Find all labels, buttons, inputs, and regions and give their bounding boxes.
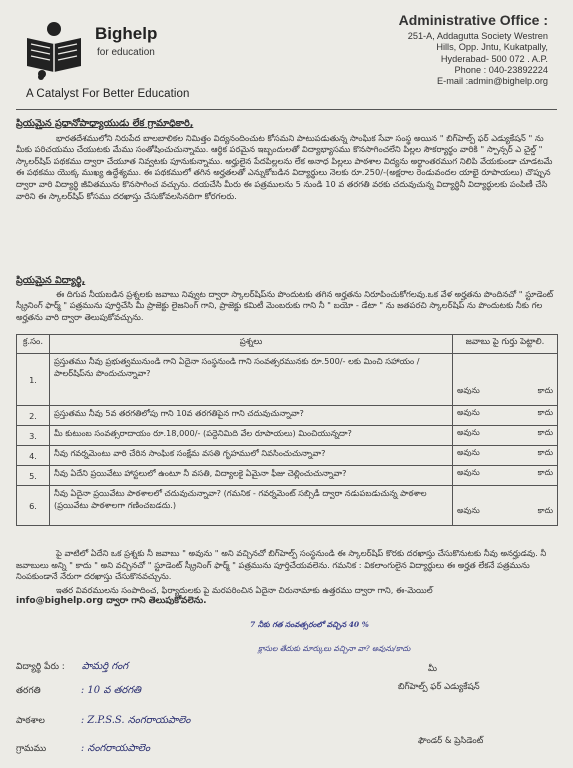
answer-yes[interactable]: అవును	[457, 386, 480, 395]
village-label: గ్రామము	[16, 744, 47, 754]
row-question: మీ కుటుంబ సంవత్సరాదాయం రూ.18,000/- (పద్దెనిమిది వేల రూపాయలు) మించియున్నదా?	[50, 426, 453, 446]
table-row	[17, 446, 558, 466]
column-header-number: క్ర.సం.	[17, 335, 50, 354]
answer-yes[interactable]: అవును	[457, 506, 480, 515]
signature-organisation: బిగ్‌హెల్ప్ ఫర్ ఎడ్యుకేషన్	[398, 682, 480, 692]
row-number: 1.	[17, 354, 50, 406]
row-question: నీవు ఏదైనా ప్రయివేటు పాఠశాలలో చదువుచున్నావా? (గమనిక - గవర్నమెంట్ సబ్సిడీ ద్వారా నడుపబడుచున్న పాఠశాల (ప్రయివేటు పాఠశాలగా గణించబడదు.)	[50, 486, 453, 526]
contact-email-line: info@bighelp.org ద్వారా గాని తెలుపుకోవలెను.	[16, 596, 207, 607]
answer-no[interactable]: కాదు	[537, 386, 553, 395]
bighelp-logo-icon	[23, 20, 85, 80]
office-address-line: Hills, Opp. Jntu, Kukatpally,	[436, 42, 548, 53]
brand-name: Bighelp	[95, 24, 158, 43]
school-label: పాఠశాల	[16, 716, 45, 726]
answer-cell[interactable]	[453, 446, 558, 466]
answer-cell[interactable]	[453, 406, 558, 426]
salutation-student: ప్రియమైన విద్యార్థి,	[16, 275, 86, 286]
answer-yes[interactable]: అవును	[457, 448, 480, 457]
answer-no[interactable]: కాదు	[537, 468, 553, 477]
row-number: 2.	[17, 406, 50, 426]
student-name-value: పామర్తి గంగ	[81, 661, 129, 672]
answer-no[interactable]: కాదు	[537, 448, 553, 457]
eligibility-questions-table	[16, 334, 558, 526]
table-header-row	[17, 335, 558, 354]
answer-cell[interactable]	[453, 426, 558, 446]
closing-section	[16, 548, 555, 608]
answer-cell[interactable]	[453, 354, 558, 406]
table-row	[17, 354, 558, 406]
signature-title: ఫౌండర్ & ప్రెసిడెంట్	[418, 736, 484, 746]
office-address-line: 251-A, Addagutta Society Westren	[407, 31, 548, 41]
school-value: : Z.P.S.S. నంగరాయపాలెం	[80, 715, 191, 726]
table-row	[17, 426, 558, 446]
salutation-headmaster: ప్రియమైన ప్రధానోపాధ్యాయుడు లేక గ్రామాధికారి,	[16, 118, 194, 129]
student-section	[16, 275, 555, 323]
signature-salutation: మీ	[428, 664, 437, 674]
row-question: నీవు ఏదేని ప్రయివేటు హాస్టలులో ఉంటూ నీ వసతి, విద్యాలకై ఏమైనా ఫీజు చెల్లించుచున్నావా?	[50, 466, 453, 486]
student-name-field	[16, 660, 128, 674]
intro-paragraph: భారతదేశములోని నిరుపేద బాలబాలికల నిమిత్తం విద్యనందించుట కోసమని పాటుపడుతున్న సాంఘిక సేవా సంస్థ అయిన " బిగ్‌హెల్ప్ ఫర్ ఎడ్యుకేషన్ " ను మీకు పరిచయము చేయుటకు మేము సంతోషించుచున్నాము. ఆర్థిక పరమైన ఇబ్బందులతో విద్యాభ్యాసము కొనసాగించలేని పిల్లల సౌకర్యార్థం వారికి " స్పాన్సర్ ఎ చైల్డ్ " స్కాలర్‌షిప్ పథకము ద్వారా చేయూత నివ్వటకు పూనుకున్నాము. అర్హులైన పేదపిల్లలను లేక అనాధ పిల్లలు పాఠశాల విద్యను అర్థాంతరముగ నిలిపి వేయకుండా చూడటమే ఈ పథకము యొక్క ముఖ్య ఉద్దేశ్యము. ఈ పథకములో తగిన అర్హతలతో ఎన్నుకోబడిన విద్యార్థులు నెలకు రూ.250/-(అక్షరాల రెండువందల యాభై రూపాయలు) చొప్పున ద్వారా వారి విద్యార్థి జీవితమును కొనసాగించ వచ్చును. దయచేసి మీరు ఈ పత్రములను 5 నుండి 10 వ తరగతి వరకు చదువుచున్న విద్యార్థినీ విద్యార్థులకు పంపిణీ చేసి వారిని ఈ స్కాలర్‌షిప్ కోసము దరఖాస్తు చేసుకోవలసినదిగా కోరగలరు.	[16, 132, 553, 201]
header-divider	[16, 109, 557, 110]
row-question: నీవు గవర్నమెంటు వారి చేరిన సాంఘిక సంక్షేమ వసతి గృహములో నివసించుచున్నావా?	[50, 446, 453, 466]
row-question: ప్రస్తుతము నీవు 5వ తరగతిలోపు గాని 10వ తరగతిపైన గాని చదువుచున్నావా?	[50, 406, 453, 426]
column-header-question: ప్రశ్నలు	[50, 335, 453, 354]
student-name-label: విద్యార్థి పేరు :	[16, 662, 65, 672]
answer-yes[interactable]: అవును	[457, 468, 480, 477]
answer-yes[interactable]: అవును	[457, 428, 480, 437]
brand-tagline: A Catalyst For Better Education	[26, 88, 190, 100]
class-label: తరగతి	[16, 686, 41, 696]
village-field	[16, 742, 150, 756]
handwritten-note: క్లాసుల తేదుకు మార్కులు వచ్చినా వా? అవును/కాదు	[258, 644, 411, 653]
office-phone: Phone : 040-23892224	[454, 64, 548, 75]
table-row	[17, 406, 558, 426]
office-email: E-mail :admin@bighelp.org	[437, 76, 548, 87]
answer-no[interactable]: కాదు	[537, 428, 553, 437]
row-number: 3.	[17, 426, 50, 446]
column-header-answer: జవాబు పై గుర్తు పెట్టాలి.	[453, 335, 558, 354]
row-question: ప్రస్తుతము నీవు ప్రభుత్వమునుండి గాని ఏదైనా సంస్థనుండి గాని సంవత్సరమునకు రూ.500/- లకు మించి సహాయం / పాలర్‌షిప్‌ను పొందుచున్నావా?	[50, 354, 453, 406]
office-address-line: Hyderabad- 500 072 . A.P.	[440, 53, 548, 64]
answer-cell[interactable]	[453, 486, 558, 526]
brand-subtitle: for education	[97, 47, 155, 58]
school-field	[16, 714, 190, 728]
answer-no[interactable]: కాదు	[537, 506, 553, 515]
closing-paragraph: పై వాటిలో ఏదేని ఒక ప్రశ్నకు నీ జవాబు " అవును " అని వచ్చినచో బిగ్‌హెల్ప్ సంస్థనుండి ఈ స్కాలర్‌షిప్ కొరకు దరఖాస్తు చేసుకొనుటకు నీవు అనర్హుడవు. నీ జవాబులు అన్ని " కాదు " అని వచ్చినచో " స్టూడెంట్ స్క్రీనింగ్ ఫార్మ్ " పత్రమును పూర్తిచేయవలెను. గమనిక : వికలాంగులైన విద్యార్థులు ఈ అర్హత లేకనే పత్రమును నింపకుండానే నేరుగా దరఖాస్తు చేసుకొనవచ్చును.	[16, 548, 547, 582]
answer-yes[interactable]: అవును	[457, 408, 480, 417]
office-title: Administrative Office :	[398, 12, 548, 28]
answer-no[interactable]: కాదు	[537, 408, 553, 417]
administrative-office-block	[338, 12, 548, 87]
handwritten-note: 7 నీకు గత సంవత్సరంలో వచ్చిన 40 %	[250, 620, 369, 629]
table-row	[17, 486, 558, 526]
class-field	[16, 684, 141, 698]
contact-paragraph: ఇతర వివరములను సంపాదించ, ఫిర్యాదులకు పై మరపరించిన ఏదైనా చిరునామాకు ఉత్తరము ద్వారా గాని, ఈ-మెయిల్	[56, 584, 433, 595]
decorative-dot-icon	[38, 70, 46, 78]
row-number: 4.	[17, 446, 50, 466]
class-value: : 10 వ తరగతి	[80, 685, 141, 696]
student-paragraph: ఈ దిగువ నీయబడిన ప్రశ్నలకు జవాబు నివ్వుట ద్వారా స్కాలర్‌షిప్‌ను పొందుటకు తగిన అర్హతను నిరూపించుకోగలవు.ఒక వేళ అర్హతను పొందినచో " స్టూడెంట్ స్క్రీనింగ్ ఫార్మ్ " పత్రమును పూర్తిచేసి మీ ప్రాజెక్టు లైజనింగ్ గాని, ప్రాజెక్టు కమిటీ మెంబరుకు గాని నీ " బయో - డేటా " ను జతపరచి స్కాలర్‌షిప్ ను పొందుటకు నీకు గల అర్హతను వారి ద్వారా తెలుపుకోవచ్చును.	[16, 288, 554, 322]
row-number: 6.	[17, 486, 50, 526]
row-number: 5.	[17, 466, 50, 486]
answer-cell[interactable]	[453, 466, 558, 486]
village-value: : నంగరాయపాలెం	[80, 743, 151, 754]
table-row	[17, 466, 558, 486]
letter-intro	[16, 118, 555, 202]
